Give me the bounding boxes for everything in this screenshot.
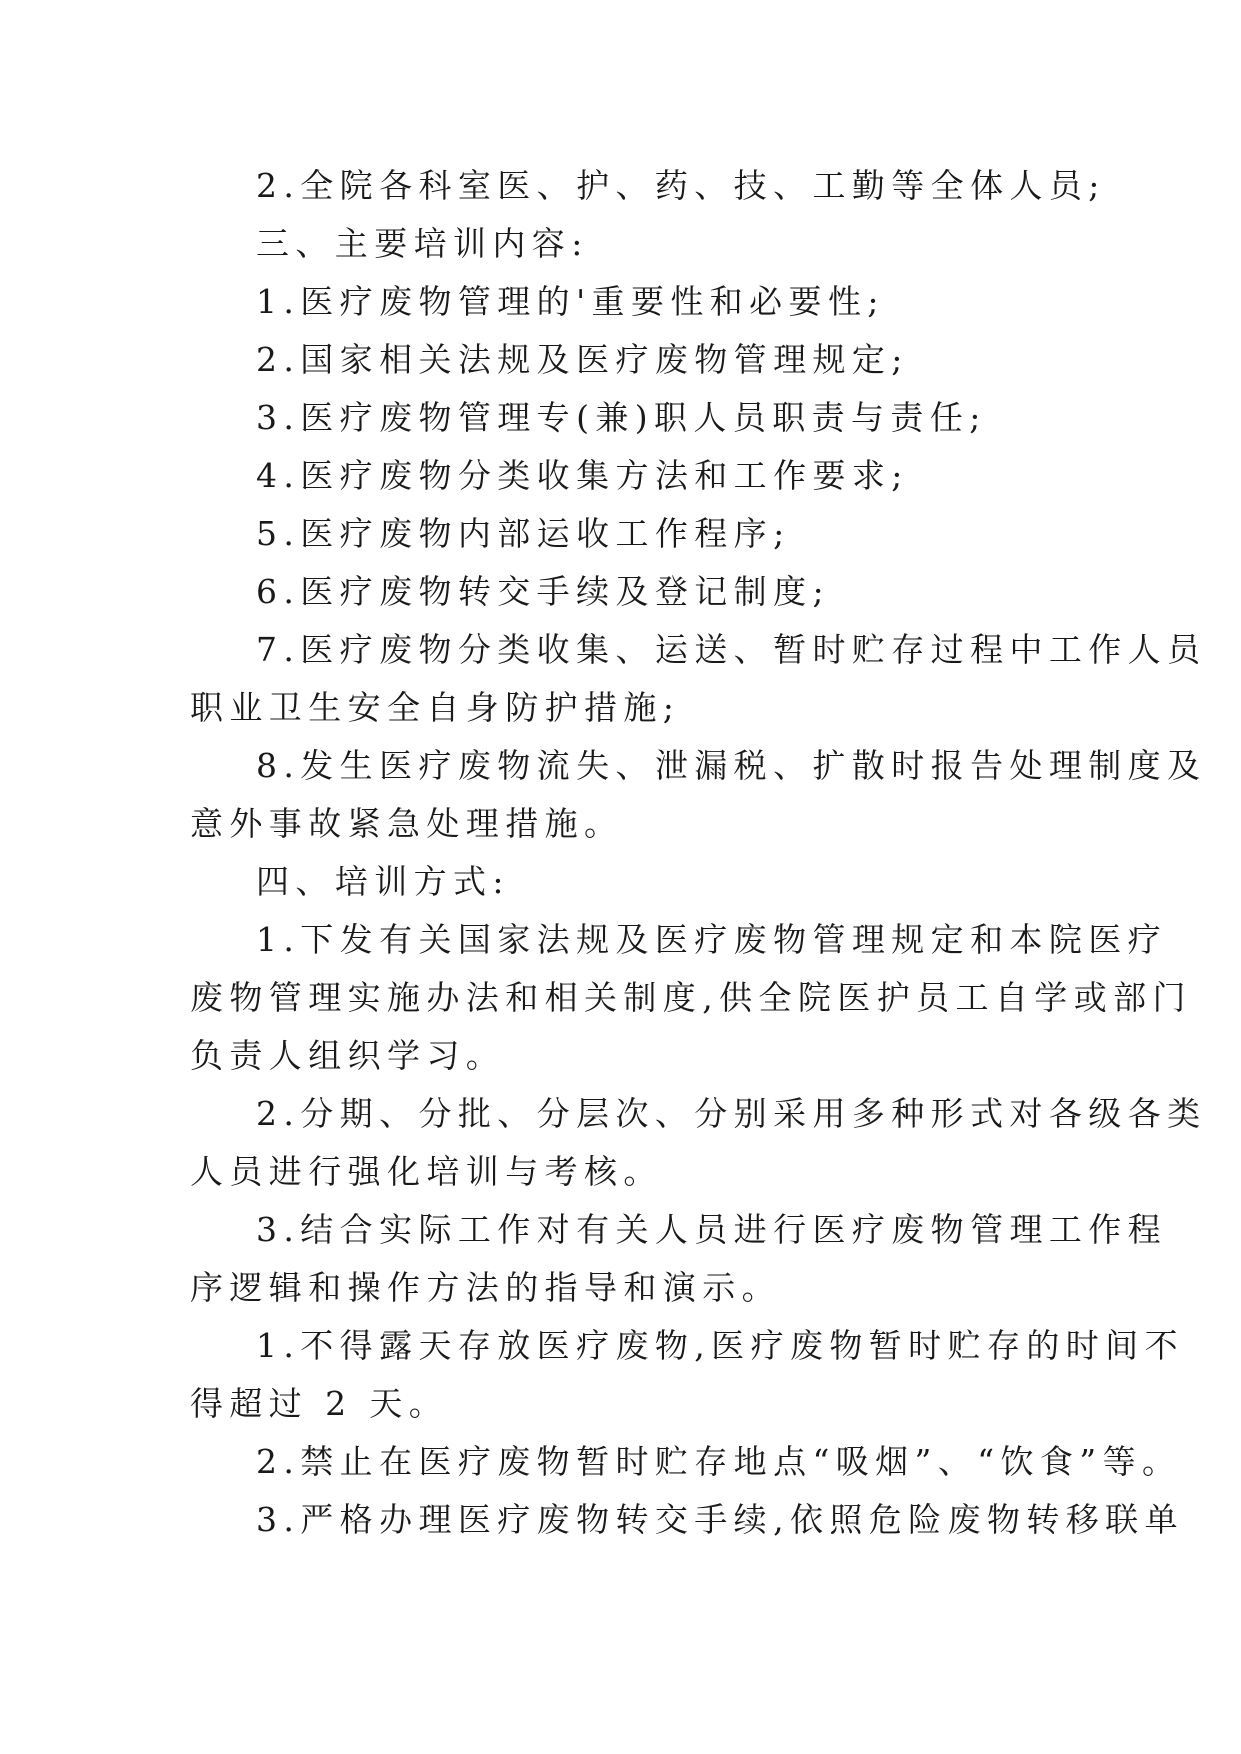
text-line: 职业卫生安全自身防护措施; bbox=[190, 688, 681, 727]
text-line: 3.结合实际工作对有关人员进行医疗废物管理工作程 bbox=[256, 1210, 1168, 1249]
text-line: 废物管理实施办法和相关制度,供全院医护员工自学或部门 bbox=[190, 978, 1192, 1017]
text-line: 2.全院各科室医、护、药、技、工勤等全体人员; bbox=[256, 166, 1106, 205]
text-line: 1.医疗废物管理的'重要性和必要性; bbox=[256, 282, 885, 321]
text-line: 人员进行强化培训与考核。 bbox=[190, 1152, 663, 1191]
text-line: 5.医疗废物内部运收工作程序; bbox=[256, 514, 791, 553]
text-line: 4.医疗废物分类收集方法和工作要求; bbox=[256, 456, 909, 495]
text-line: 得超过 2 天。 bbox=[190, 1384, 449, 1423]
section-heading: 四、培训方式: bbox=[256, 862, 510, 901]
text-line: 2.禁止在医疗废物暂时贮存地点“吸烟”、“饮食”等。 bbox=[256, 1442, 1182, 1481]
text-line: 3.医疗废物管理专(兼)职人员职责与责任; bbox=[256, 398, 987, 437]
text-line: 1.不得露天存放医疗废物,医疗废物暂时贮存的时间不 bbox=[256, 1326, 1184, 1365]
text-line: 负责人组织学习。 bbox=[190, 1036, 506, 1075]
text-line: 3.严格办理医疗废物转交手续,依照危险废物转移联单 bbox=[256, 1500, 1184, 1539]
text-line: 序逻辑和操作方法的指导和演示。 bbox=[190, 1268, 781, 1307]
text-line: 1.下发有关国家法规及医疗废物管理规定和本院医疗 bbox=[256, 920, 1168, 959]
text-line: 意外事故紧急处理措施。 bbox=[190, 804, 624, 843]
text-line: 6.医疗废物转交手续及登记制度; bbox=[256, 572, 831, 611]
text-line: 8.发生医疗废物流失、泄漏税、扩散时报告处理制度及 bbox=[256, 746, 1207, 785]
text-line: 2.国家相关法规及医疗废物管理规定; bbox=[256, 340, 909, 379]
text-line: 2.分期、分批、分层次、分别采用多种形式对各级各类 bbox=[256, 1094, 1207, 1133]
text-line: 7.医疗废物分类收集、运送、暂时贮存过程中工作人员 bbox=[256, 630, 1207, 669]
section-heading: 三、主要培训内容: bbox=[256, 224, 589, 263]
